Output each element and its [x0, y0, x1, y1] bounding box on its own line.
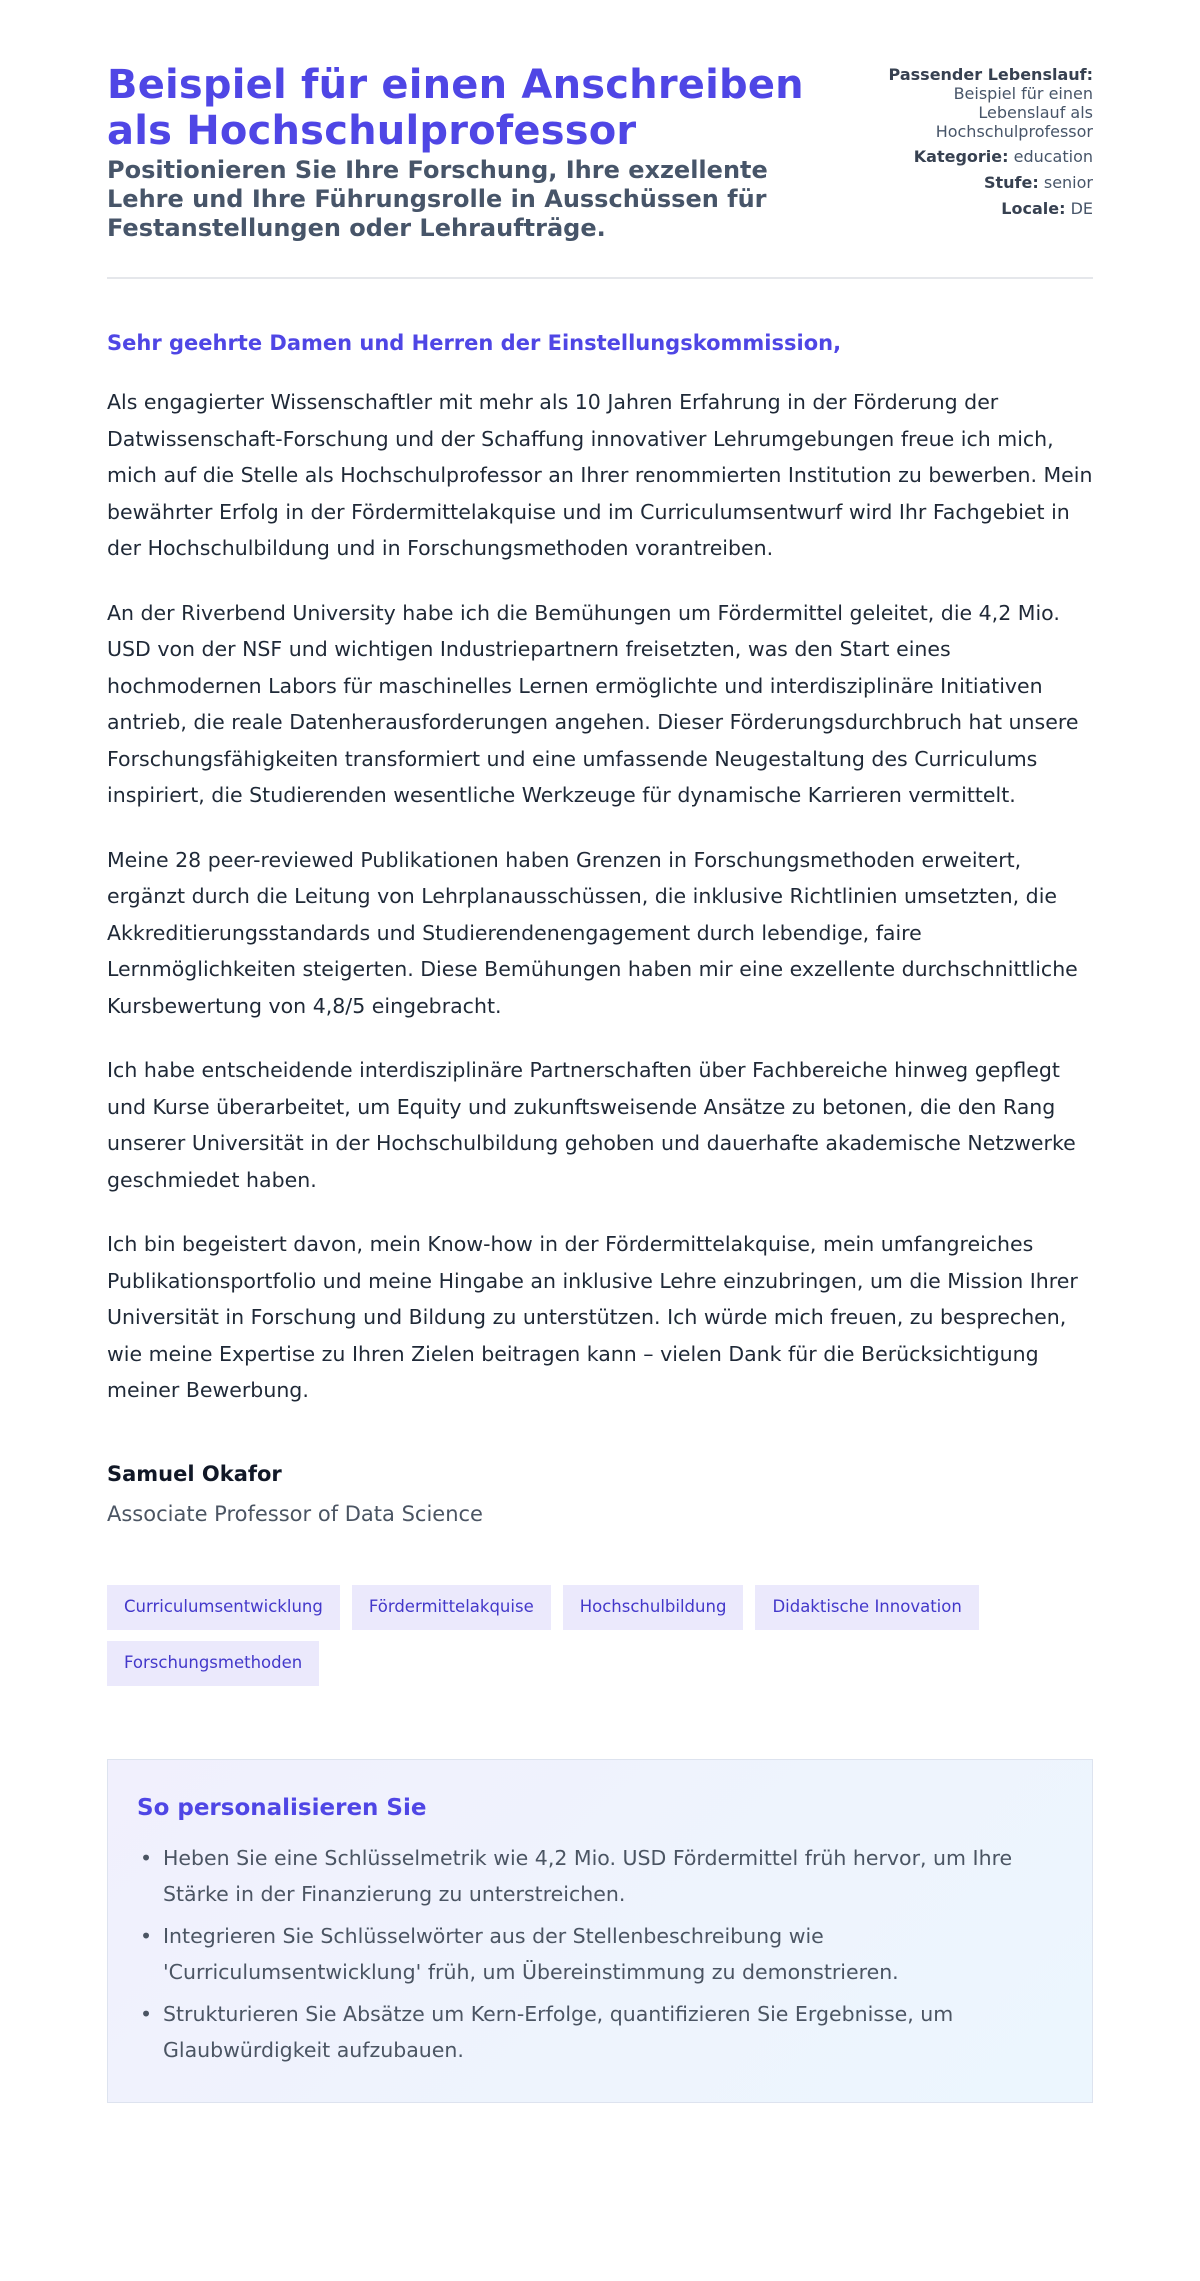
meta-level-value: senior — [1043, 173, 1093, 192]
tips-item — [137, 1918, 1063, 1991]
meta-resume-label: Passender Lebenslauf: — [888, 65, 1093, 84]
meta-category — [843, 147, 1093, 166]
meta-category-label: Kategorie: — [913, 147, 1009, 166]
letter-paragraphs — [107, 384, 1093, 1409]
meta-panel — [843, 62, 1093, 225]
personalization-tips-box — [107, 1759, 1093, 2103]
letter-body — [107, 330, 1093, 1527]
meta-resume-value: Beispiel für einen Lebenslauf als Hochschulprofessor — [935, 84, 1093, 141]
letter-paragraph: Meine 28 peer-reviewed Publikationen haben Grenzen in Forschungsmethoden erweitert, ergänzt durch die Leitung von Lehrplanausschüssen, die inklusive Richtlinien umsetzten, die Akkreditierungsstandards und Studierendenengagement durch lebendige, faire Lernmöglichkeiten steigerten. Diese Bemühungen haben mir eine exzellente durchschnittliche Kursbewertung von 4,8/5 eingebracht. — [107, 847, 1078, 1018]
salutation: Sehr geehrte Damen und Herren der Einstellungskommission, — [107, 331, 842, 355]
meta-locale — [843, 199, 1093, 218]
letter-paragraph: Ich habe entscheidende interdisziplinäre Partnerschaften über Fachbereiche hinweg gepflegt und Kurse überarbeitet, um Equity und zukunftsweisende Ansätze zu betonen, die den Rang unserer Universität in der Hochschulbildung gehoben und dauerhafte akademische Netzwerke geschmiedet haben. — [107, 1058, 1076, 1192]
skill-tags — [107, 1585, 1007, 1686]
tips-item-text: Integrieren Sie Schlüsselwörter aus der Stellenbeschreibung wie 'Curriculumsentwicklung' früh, um Übereinstimmung zu demonstrieren. — [163, 1923, 899, 1984]
meta-level — [843, 173, 1093, 192]
page-header — [107, 62, 1093, 279]
signature-name: Samuel Okafor — [107, 1461, 282, 1486]
meta-matching-resume — [843, 65, 1093, 141]
page-subtitle: Positionieren Sie Ihre Forschung, Ihre exzellente Lehre und Ihre Führungsrolle in Ausschüssen für Festanstellungen oder Lehraufträge. — [107, 156, 768, 242]
letter-paragraph: An der Riverbend University habe ich die Bemühungen um Fördermittel geleitet, die 4,2 Mio. USD von der NSF und wichtigen Industriepartnern freisetzten, was den Start eines hochmodernen Labors für maschinelles Lernen ermöglichte und interdisziplinäre Initiativen antrieb, die reale Datenherausforderungen angehen. Dieser Förderungsdurchbruch hat unsere Forschungsfähigkeiten transformiert und eine umfassende Neugestaltung des Curriculums inspiriert, die Studierenden wesentliche Werkzeuge für dynamische Karrieren vermittelt. — [107, 600, 1079, 807]
tag-foerdermittelakquise[interactable]: Fördermittelakquise — [352, 1585, 551, 1630]
meta-category-value: education — [1013, 147, 1093, 166]
bullet-icon: • — [140, 1923, 153, 1948]
bullet-icon: • — [140, 2001, 153, 2026]
tips-list — [137, 1840, 1063, 2069]
tag-didaktische-innovation[interactable]: Didaktische Innovation — [755, 1585, 978, 1630]
meta-level-label: Stufe: — [983, 173, 1039, 192]
meta-locale-label: Locale: — [1001, 199, 1066, 218]
signature-block — [107, 1461, 1093, 1527]
page-title: Beispiel für einen Anschreiben als Hochschulprofessor — [107, 62, 804, 154]
tips-item-text: Heben Sie eine Schlüsselmetrik wie 4,2 Mio. USD Fördermittel früh hervor, um Ihre Stärke in der Finanzierung zu unterstreichen. — [163, 1845, 1013, 1906]
tips-item — [137, 1996, 1063, 2069]
letter-paragraph: Ich bin begeistert davon, mein Know-how in der Fördermittelakquise, mein umfangreiches Publikationsportfolio und meine Hingabe an inklusive Lehre einzubringen, um die Mission Ihrer Universität in Forschung und Bildung zu unterstützen. Ich würde mich freuen, zu besprechen, wie meine Expertise zu Ihren Zielen beitragen kann – vielen Dank für die Berücksichtigung meiner Bewerbung. — [107, 1232, 1078, 1402]
meta-locale-value: DE — [1070, 199, 1093, 218]
tips-item-text: Strukturieren Sie Absätze um Kern-Erfolge, quantifizieren Sie Ergebnisse, um Glaubwürdigkeit aufzubauen. — [163, 2001, 954, 2062]
header-titles — [107, 62, 827, 243]
signature-title: Associate Professor of Data Science — [107, 1501, 483, 1526]
tips-item — [137, 1840, 1063, 1913]
letter-paragraph: Als engagierter Wissenschaftler mit mehr als 10 Jahren Erfahrung in der Förderung der Datwissenschaft-Forschung und der Schaffung innovativer Lehrumgebungen freue ich mich, mich auf die Stelle als Hochschulprofessor an Ihrer renommierten Institution zu bewerben. Mein bewährter Erfolg in der Fördermittelakquise und im Curriculumsentwurf wird Ihr Fachgebiet in der Hochschulbildung und in Forschungsmethoden vorantreiben. — [107, 390, 1093, 560]
bullet-icon: • — [140, 1845, 153, 1870]
tag-curriculumsentwicklung[interactable]: Curriculumsentwicklung — [107, 1585, 340, 1630]
tag-hochschulbildung[interactable]: Hochschulbildung — [563, 1585, 744, 1630]
tag-forschungsmethoden[interactable]: Forschungsmethoden — [107, 1641, 319, 1686]
tips-title: So personalisieren Sie — [137, 1794, 427, 1821]
